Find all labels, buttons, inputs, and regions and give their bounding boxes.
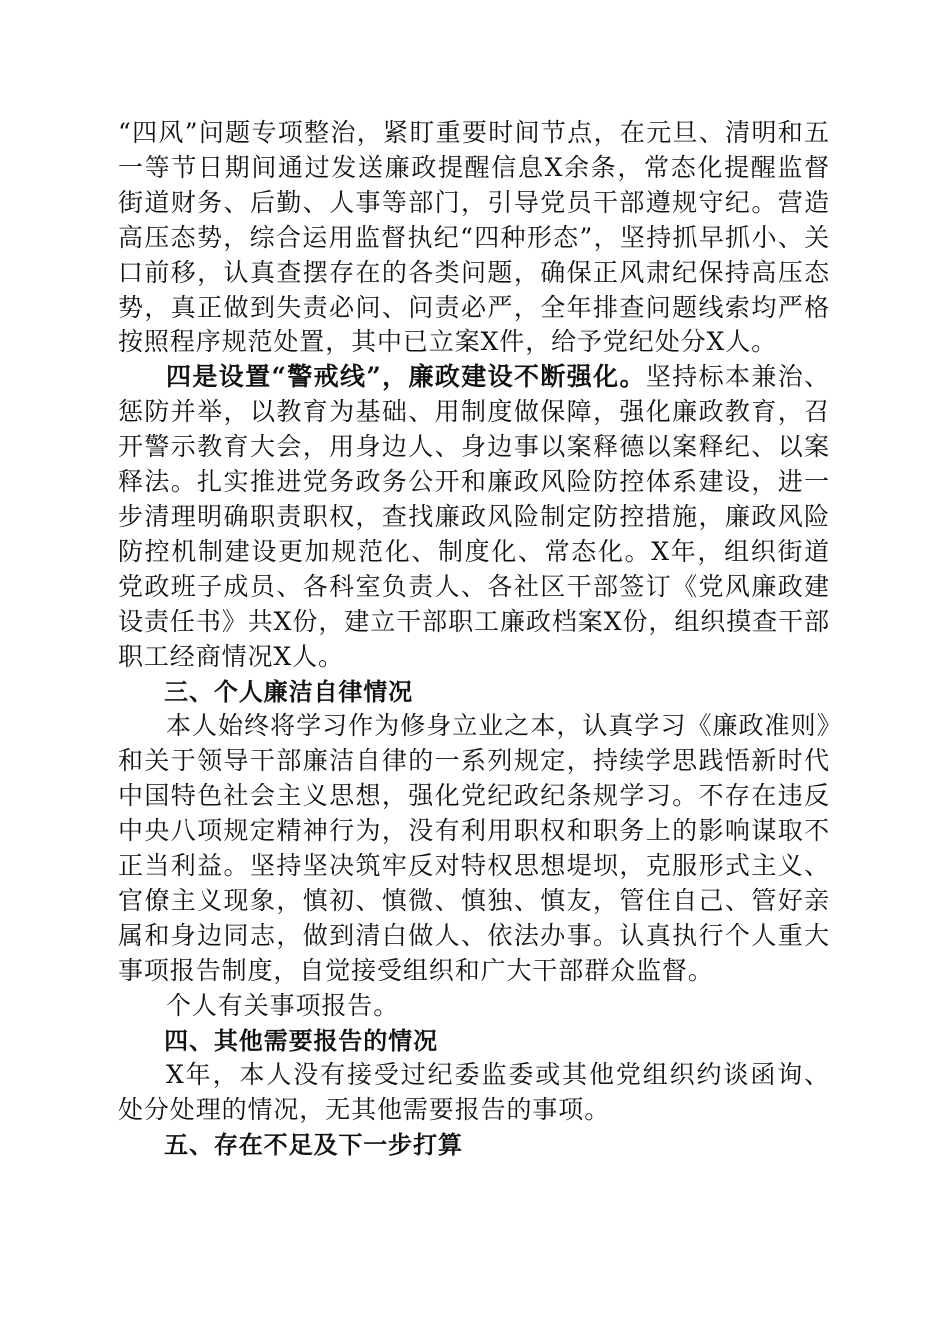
paragraph-intro-continuation: “四风”问题专项整治，紧盯重要时间节点，在元旦、清明和五一等节日期间通过发送廉政提醒信息X余条，常态化提醒监督街道财务、后勤、人事等部门，引导党员干部遵规守纪。营造高压态势，综合运用监督执纪“四种形态”，坚持抓早抓小、关口前移，认真查摆存在的各类问题，确保正风肃纪保持高压态势，真正做到失责必问、问责必严，全年排查问题线索均严格按照程序规范处置，其中已立案X件，给予党纪处分X人。 (118, 118, 830, 357)
section-heading-five: 五、存在不足及下一步打算 (164, 1131, 463, 1160)
paragraph-personal-report: 个人有关事项报告。 (166, 990, 400, 1020)
paragraph-section-four: X年，本人没有接受过纪委监委或其他党组织约谈函询、处分处理的情况，无其他需要报告的事项。 (118, 1060, 830, 1125)
paragraph-section-three: 本人始终将学习作为修身立业之本，认真学习《廉政准则》和关于领导干部廉洁自律的一系列规定，持续学思践悟新时代中国特色社会主义思想，强化党纪政纪条规学习。不存在违反中央八项规定精神行为，没有利用职权和职务上的影响谋取不正当利益。坚持坚决筑牢反对特权思想堤坝，克服形式主义、官僚主义现象，慎初、慎微、慎独、慎友，管住自己、管好亲属和身边同志，做到清白做人、依法办事。认真执行个人重大事项报告制度，自觉接受组织和广大干部群众监督。 (118, 711, 830, 985)
section-heading-four: 四、其他需要报告的情况 (164, 1026, 438, 1055)
paragraph-point-four-lead: 四是设置“警戒线”，廉政建设不断强化。 (166, 362, 646, 392)
paragraph-point-four (118, 360, 830, 674)
document-body (118, 116, 830, 1163)
section-heading-three: 三、个人廉洁自律情况 (164, 677, 414, 706)
paragraph-point-four-body: 坚持标本兼治、惩防并举，以教育为基础、用制度做保障，强化廉政教育，召开警示教育大会，用身边人、身边事以案释德以案释纪、以案释法。扎实推进党务政务公开和廉政风险防控体系建设，进一步清理明确职责职权，查找廉政风险制定防控措施，廉政风险防控机制建设更加规范化、制度化、常态化。X年，组织街道党政班子成员、各科室负责人、各社区干部签订《党风廉政建设责任书》共X份，建立干部职工廉政档案X份，组织摸查干部职工经商情况X人。 (118, 362, 830, 671)
